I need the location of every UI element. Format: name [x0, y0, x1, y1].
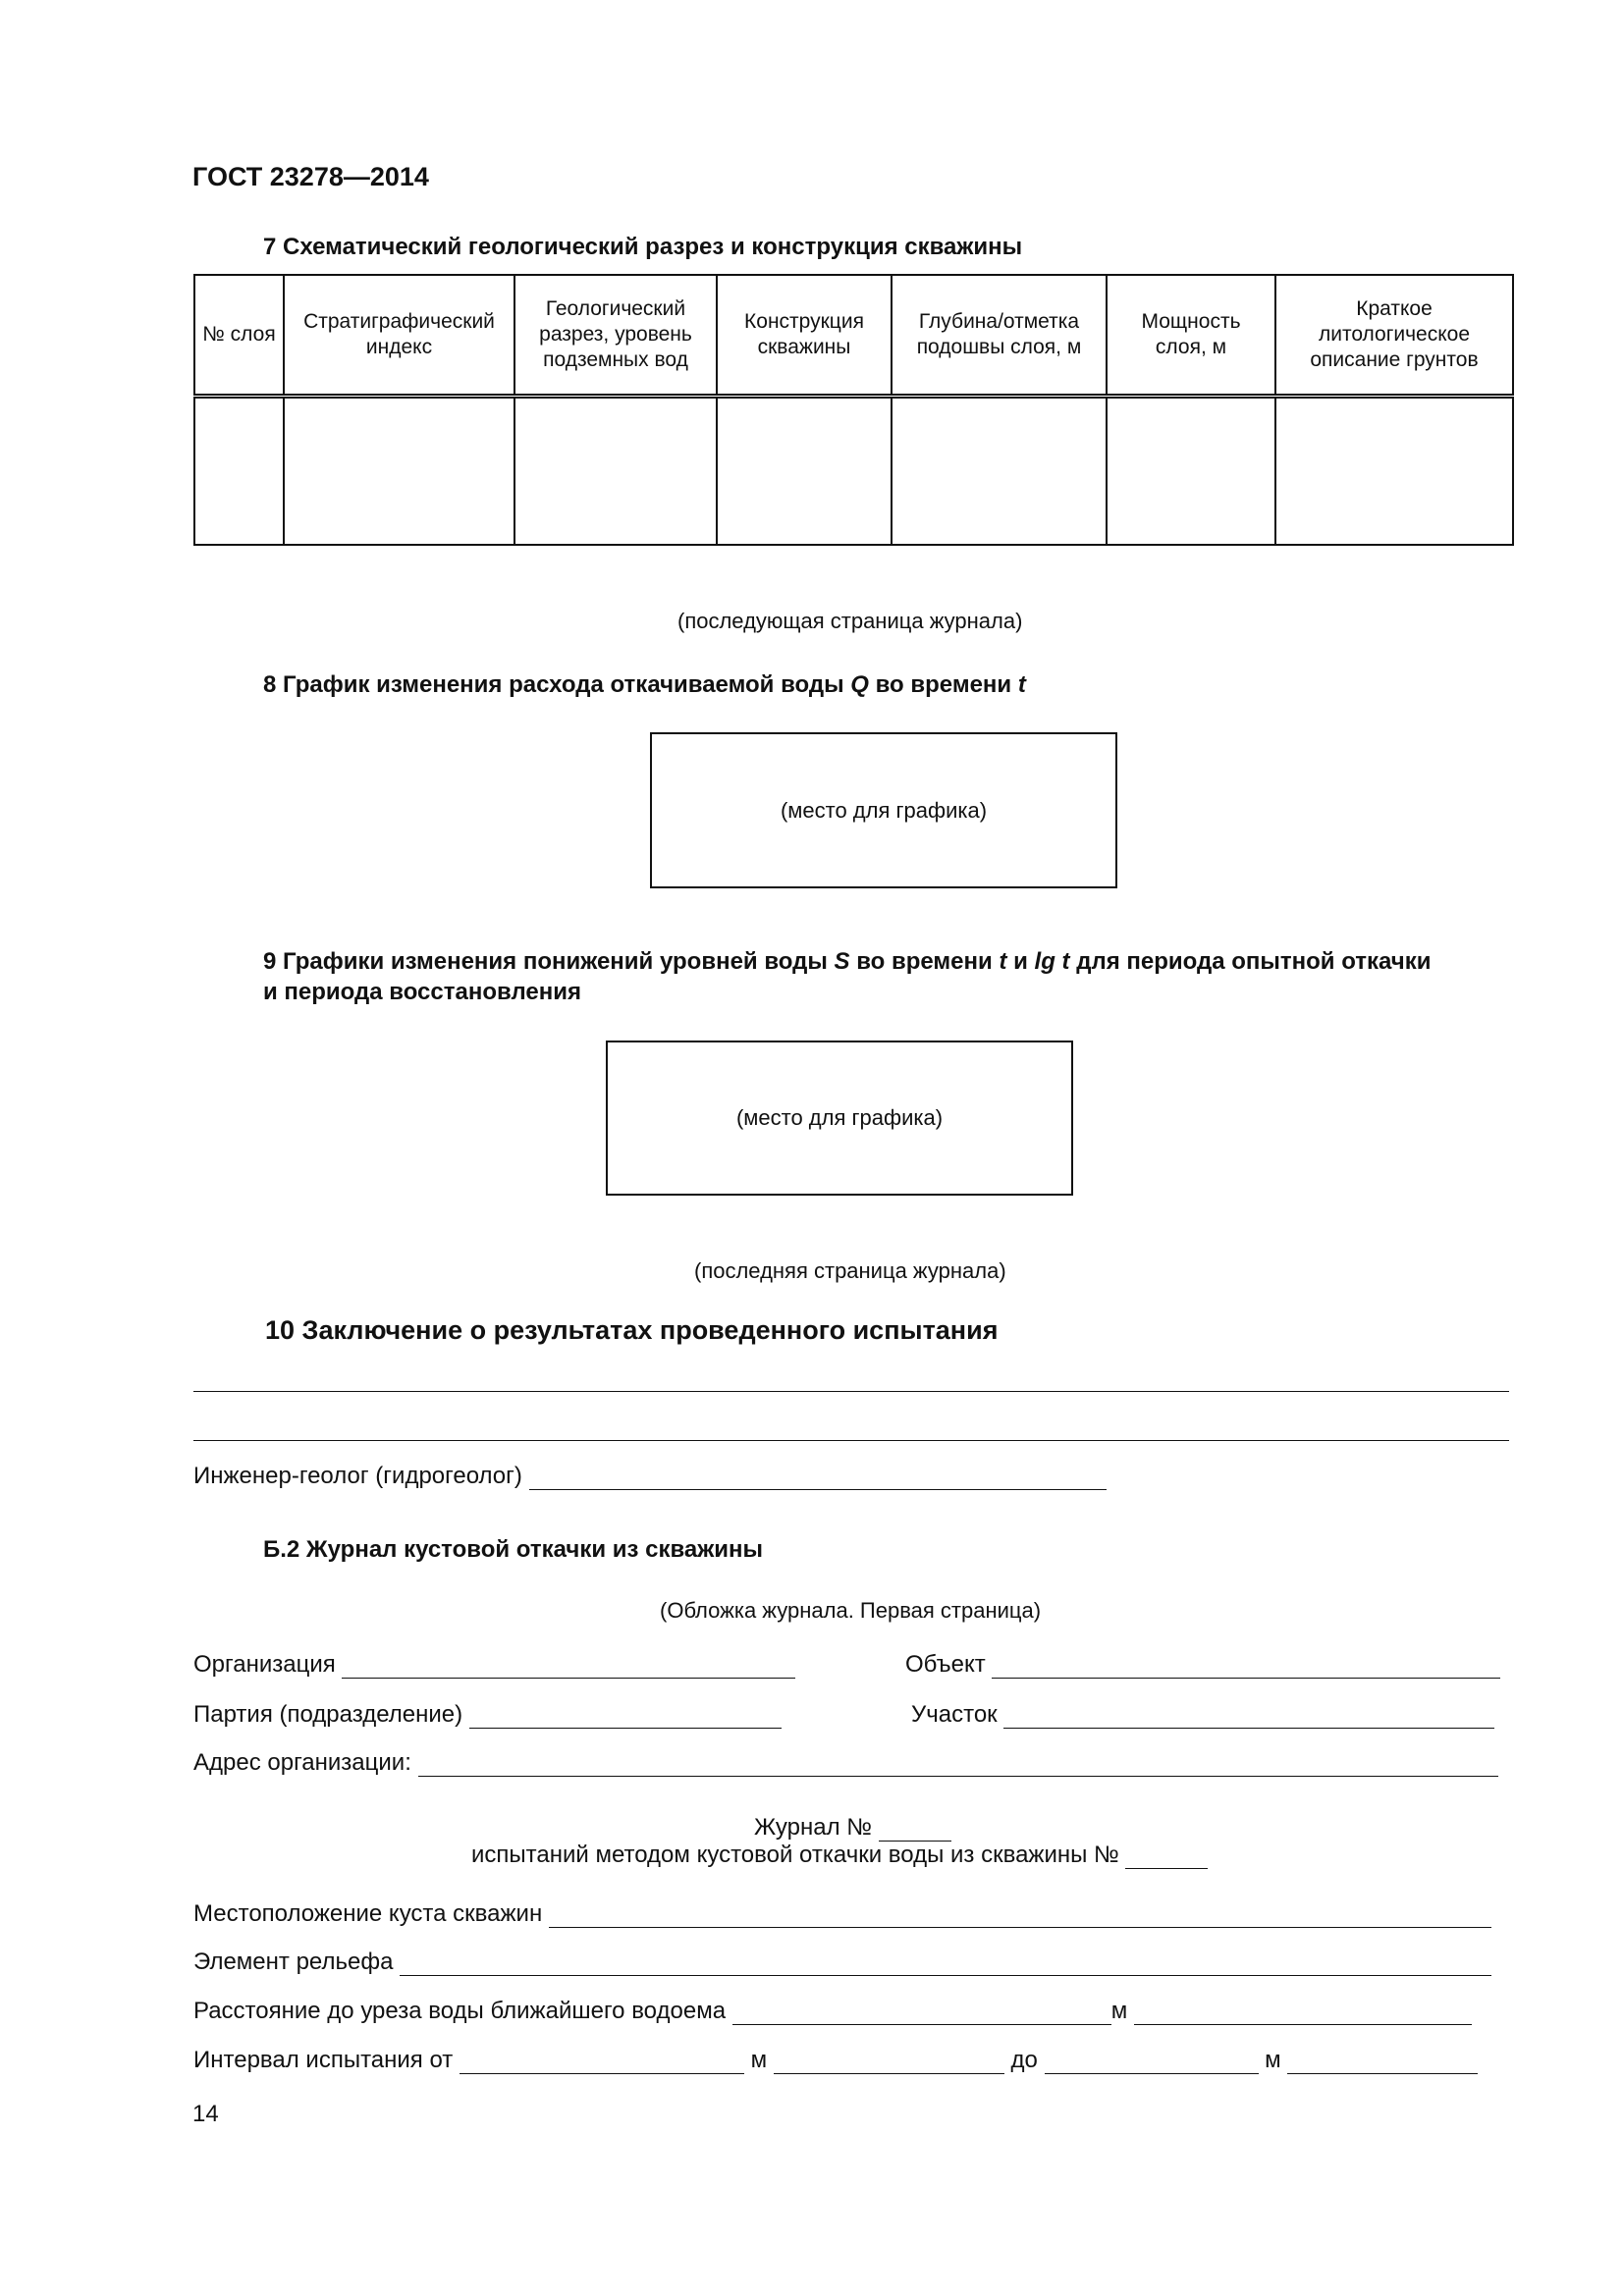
distance-unit: м — [1110, 1998, 1128, 2024]
journal-title: испытаний методом кустовой откачки воды из скважины № — [471, 1842, 1119, 1868]
object-field[interactable] — [992, 1652, 1500, 1679]
organization-row — [193, 1651, 795, 1679]
section-8-title: 8 График изменения расхода откачиваемой воды Q во времени t — [263, 671, 1026, 698]
next-page-note: (последующая страница журнала) — [677, 609, 1023, 633]
conclusion-line-1[interactable] — [193, 1391, 1509, 1392]
interval-mid-field[interactable] — [774, 2048, 1004, 2074]
table-header-row — [194, 275, 1513, 397]
col-header-strat-index: Стратиграфический индекс — [284, 275, 514, 397]
last-page-note: (последняя страница журнала) — [694, 1258, 1006, 1283]
party-label: Партия (подразделение) — [193, 1701, 463, 1728]
engineer-label: Инженер-геолог (гидрогеолог) — [193, 1463, 522, 1489]
cover-note: (Обложка журнала. Первая страница) — [660, 1598, 1042, 1623]
section-b2-title: Б.2 Журнал кустовой откачки из скважины — [263, 1536, 764, 1563]
interval-to-field[interactable] — [1045, 2048, 1259, 2074]
address-field[interactable] — [418, 1750, 1498, 1777]
graph-placeholder-text: (место для графика) — [780, 797, 988, 823]
document-code: ГОСТ 23278—2014 — [192, 162, 429, 191]
engineer-signature-row — [193, 1463, 1107, 1490]
object-row — [905, 1651, 1500, 1679]
col-header-layer-no: № слоя — [194, 275, 284, 397]
table-row — [194, 397, 1513, 546]
journal-title-row — [471, 1842, 1208, 1869]
site-row — [911, 1701, 1494, 1729]
site-label: Участок — [911, 1701, 998, 1728]
party-field[interactable] — [469, 1702, 782, 1729]
relief-label: Элемент рельефа — [193, 1949, 394, 1975]
table-cell[interactable] — [892, 397, 1107, 546]
interval-label: Интервал испытания от — [193, 2047, 454, 2073]
relief-field[interactable] — [400, 1949, 1491, 1976]
col-header-depth: Глубина/отметка подошвы слоя, м — [892, 275, 1107, 397]
location-row — [193, 1900, 1491, 1928]
conclusion-line-2[interactable] — [193, 1440, 1509, 1441]
graph-placeholder-q[interactable] — [650, 732, 1117, 888]
journal-no-field[interactable] — [879, 1815, 951, 1842]
site-field[interactable] — [1003, 1702, 1494, 1729]
interval-to-label: до — [1010, 2047, 1038, 2073]
location-label: Местоположение куста скважин — [193, 1900, 543, 1927]
interval-unit-2: м — [1265, 2047, 1281, 2073]
section-9-title: 9 Графики изменения понижений уровней воды S во времени t и lg t для периода опытной откачки — [263, 948, 1432, 975]
col-header-geo-section: Геологический разрез, уровень подземных вод — [514, 275, 717, 397]
object-label: Объект — [905, 1651, 986, 1678]
interval-unit-1: м — [750, 2047, 768, 2073]
organization-field[interactable] — [342, 1652, 795, 1679]
engineer-signature-field[interactable] — [529, 1464, 1107, 1490]
well-no-field[interactable] — [1125, 1842, 1208, 1869]
address-label: Адрес организации: — [193, 1749, 411, 1776]
organization-label: Организация — [193, 1651, 336, 1678]
page-number: 14 — [192, 2101, 219, 2127]
interval-end-field[interactable] — [1287, 2048, 1478, 2074]
distance-row — [193, 1998, 1472, 2025]
graph-placeholder-text: (место для графика) — [735, 1105, 944, 1130]
section-10-title: 10 Заключение о результатах проведенного испытания — [265, 1315, 999, 1345]
table-cell[interactable] — [514, 397, 717, 546]
table-cell[interactable] — [1275, 397, 1513, 546]
table-cell[interactable] — [717, 397, 892, 546]
relief-row — [193, 1949, 1491, 1976]
geological-section-table — [193, 274, 1514, 546]
section-7-title: 7 Схематический геологический разрез и конструкция скважины — [263, 234, 1023, 260]
section-9-title-line2: и периода восстановления — [263, 979, 581, 1005]
distance-field[interactable] — [732, 1999, 1111, 2025]
col-header-thickness: Мощность слоя, м — [1107, 275, 1275, 397]
journal-no-label: Журнал № — [754, 1814, 872, 1841]
table-cell[interactable] — [194, 397, 284, 546]
table-cell[interactable] — [284, 397, 514, 546]
graph-placeholder-s[interactable] — [606, 1041, 1073, 1196]
interval-row — [193, 2047, 1478, 2074]
distance-label: Расстояние до уреза воды ближайшего водоема — [193, 1998, 727, 2024]
location-field[interactable] — [549, 1901, 1491, 1928]
col-header-description: Краткое литологическое описание грунтов — [1275, 275, 1513, 397]
journal-no-row — [754, 1814, 951, 1842]
distance-extra-field[interactable] — [1134, 1999, 1472, 2025]
address-row — [193, 1749, 1498, 1777]
col-header-well-construction: Конструкция скважины — [717, 275, 892, 397]
interval-from-field[interactable] — [460, 2048, 744, 2074]
table-cell[interactable] — [1107, 397, 1275, 546]
party-row — [193, 1701, 782, 1729]
